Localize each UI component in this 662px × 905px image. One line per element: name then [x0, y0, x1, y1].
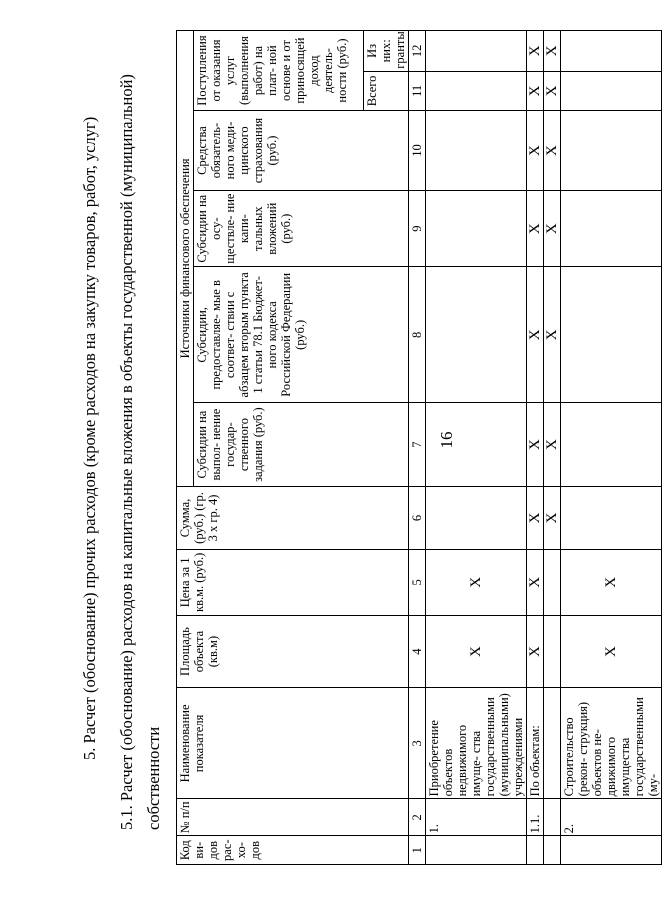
section-5-heading: 5. Расчет (обоснование) прочих расходов (кроме расходов на закупку товаров, работ, услуг): [80, 116, 99, 760]
cell-subsidy-78-1: [426, 267, 527, 403]
header-subsidy-task: Субсидии на выпол- нение государ- ственного задания (руб.): [194, 403, 409, 487]
cell-area: [544, 615, 561, 688]
header-price: Цена за 1 кв.м. (руб.): [177, 550, 409, 616]
col-number: 12: [409, 31, 426, 72]
cell-grants: [426, 31, 527, 72]
cell-sum: X: [544, 486, 561, 549]
col-number: 2: [409, 799, 426, 836]
cell-oms-funds: [426, 111, 527, 191]
cell-subsidy-task: X: [544, 403, 561, 487]
col-number: 11: [409, 71, 426, 110]
page-number: 16: [437, 431, 456, 449]
header-paid-income: Поступления от оказания услуг (выполнения работ) на плат- ной основе и от приносящей доход деятель- ности (руб.): [194, 31, 364, 111]
cell-name: По объектам:: [527, 688, 544, 799]
cell-code: [426, 836, 527, 865]
header-oms-funds: Средства обязатель- ного меди- цинского страхования (руб.): [194, 111, 409, 191]
cell-area: X: [561, 615, 662, 688]
col-number: 4: [409, 615, 426, 688]
table-wrap: [176, 30, 660, 865]
cell-num: [544, 799, 561, 836]
cell-oms-funds: [561, 111, 662, 191]
col-number: 9: [409, 191, 426, 267]
col-number: 5: [409, 550, 426, 616]
cell-num: 2.: [561, 799, 662, 836]
col-number: 8: [409, 267, 426, 403]
cell-grants: X: [544, 31, 561, 72]
cell-total: X: [544, 71, 561, 110]
header-grants: Из них: гранты: [364, 31, 409, 72]
cell-price: X: [426, 550, 527, 616]
cell-sum: [561, 486, 662, 549]
col-number: 3: [409, 688, 426, 799]
cell-name: [544, 688, 561, 799]
cell-total: X: [527, 71, 544, 110]
cell-subsidy-capital: X: [527, 191, 544, 267]
cell-name: Строительство (рекон- струкция) объектов не- движимого имущества государственными (му-: [561, 688, 662, 799]
cell-subsidy-capital: X: [544, 191, 561, 267]
cell-price: X: [561, 550, 662, 616]
header-subsidy-capital: Субсидии на осу- ществле- ние капи- тальных вложений (руб.): [194, 191, 409, 267]
capital-investments-table: [176, 30, 662, 865]
section-5-1-heading: 5.1. Расчет (обоснование) расходов на капитальные вложения в объекты государственной (муниципальной): [117, 74, 136, 830]
col-number: 10: [409, 111, 426, 191]
section-5-1-heading-continued: собственности: [144, 726, 163, 830]
header-name: Наименование показателя: [177, 688, 409, 799]
table-row: [426, 31, 527, 865]
header-sum: Сумма, (руб.) (гр. 3 x гр. 4): [177, 486, 409, 549]
header-sources: Источники финансового обеспечения: [177, 31, 194, 487]
cell-sum: [426, 486, 527, 549]
cell-grants: [561, 31, 662, 72]
cell-grants: X: [527, 31, 544, 72]
col-number: 1: [409, 836, 426, 865]
table-stage: [176, 30, 660, 865]
cell-oms-funds: X: [544, 111, 561, 191]
cell-area: X: [527, 615, 544, 688]
col-number: 7: [409, 403, 426, 487]
cell-code: [544, 836, 561, 865]
cell-subsidy-task: [426, 403, 527, 487]
table-row: [527, 31, 544, 865]
cell-total: [561, 71, 662, 110]
cell-name: Приобретение объектов недвижимого имуще- ства государственными (муниципальными) учреждениями: [426, 688, 527, 799]
cell-subsidy-78-1: X: [544, 267, 561, 403]
cell-subsidy-task: [561, 403, 662, 487]
header-total: Всего: [364, 71, 409, 110]
cell-subsidy-78-1: [561, 267, 662, 403]
header-subsidy-78-1: Субсидии, предоставляе- мые в соответ- ствии с абзацем вторым пункта 1 статьи 78.1 Бюджет- ного кодекса Российской Федерации (руб.): [194, 267, 409, 403]
cell-subsidy-capital: [561, 191, 662, 267]
cell-total: [426, 71, 527, 110]
cell-price: X: [527, 550, 544, 616]
header-num: № п/п: [177, 799, 409, 836]
header-area: Площадь объекта (кв.м): [177, 615, 409, 688]
cell-price: [544, 550, 561, 616]
cell-num: 1.1.: [527, 799, 544, 836]
cell-code: [527, 836, 544, 865]
table-row: [544, 31, 561, 865]
table-row: [561, 31, 662, 865]
cell-subsidy-78-1: X: [527, 267, 544, 403]
cell-subsidy-task: X: [527, 403, 544, 487]
header-code: Код ви- дов рас- хо- дов: [177, 836, 409, 865]
cell-oms-funds: X: [527, 111, 544, 191]
cell-num: 1.: [426, 799, 527, 836]
cell-code: [561, 836, 662, 865]
cell-area: X: [426, 615, 527, 688]
cell-sum: X: [527, 486, 544, 549]
cell-subsidy-capital: [426, 191, 527, 267]
col-number: 6: [409, 486, 426, 549]
